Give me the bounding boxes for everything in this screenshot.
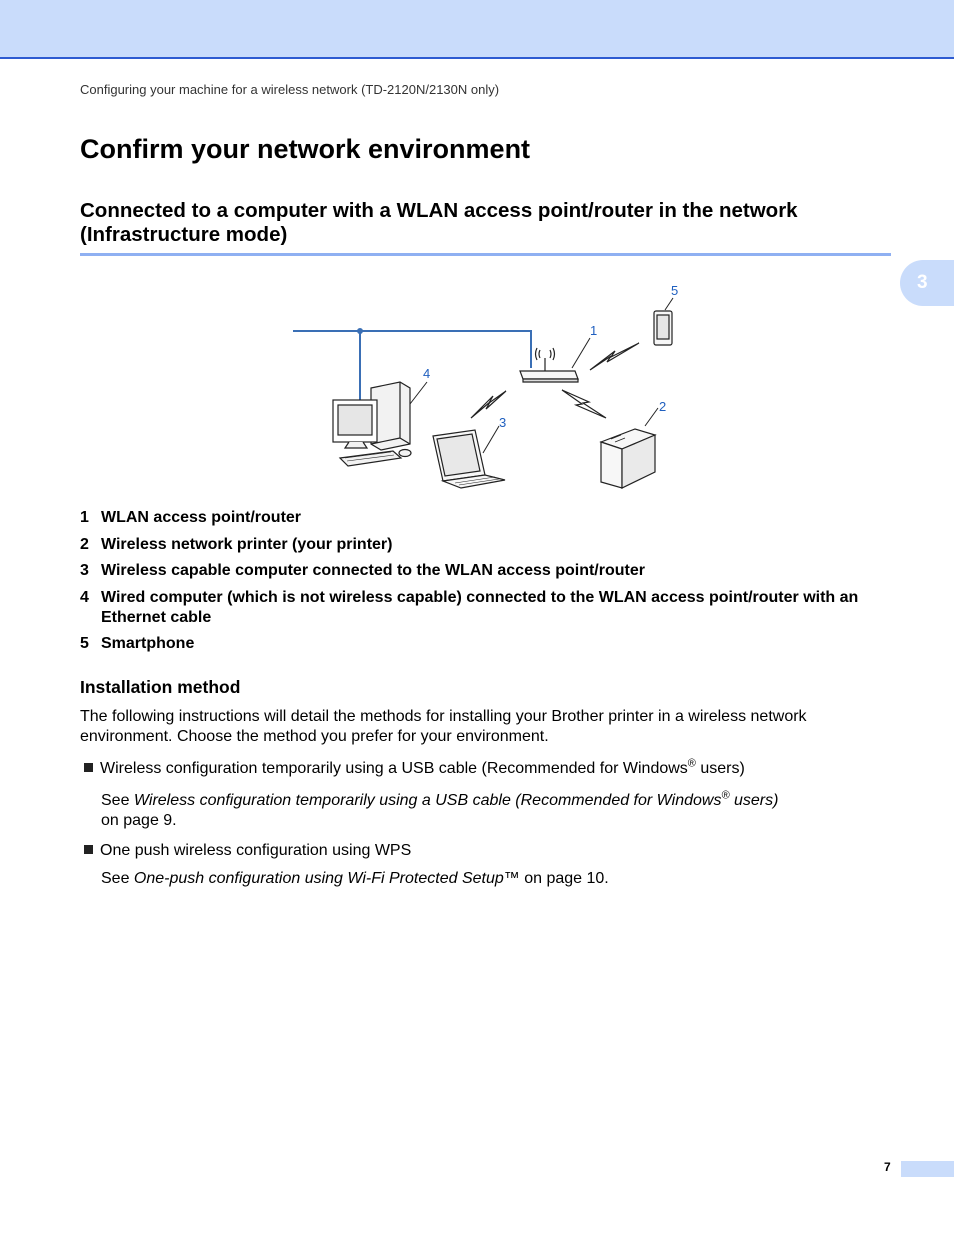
running-head: Configuring your machine for a wireless network (TD-2120N/2130N only) xyxy=(80,82,500,97)
see-prefix: See xyxy=(101,870,134,887)
section-rule xyxy=(80,253,891,256)
bullet-text: One push wireless configuration using WPS xyxy=(100,842,412,859)
registered-mark: ® xyxy=(687,757,696,770)
section-title-line1: Connected to a computer with a WLAN access point/router in the network xyxy=(80,199,798,222)
footer-band xyxy=(901,1161,954,1177)
callout-2: 2 xyxy=(659,399,667,414)
see-page: on page 9. xyxy=(101,812,177,829)
bullet-square-icon xyxy=(84,763,93,772)
legend-number: 2 xyxy=(80,535,89,553)
section-title-line2: (Infrastructure mode) xyxy=(80,223,288,246)
legend-item xyxy=(80,508,900,528)
callout-4: 4 xyxy=(423,366,431,381)
see-reference-wps xyxy=(101,869,861,889)
page-title: Confirm your network environment xyxy=(80,134,531,164)
bullet-text: Wireless configuration temporarily using a USB cable (Recommended for Windows xyxy=(100,760,688,777)
see-page: on page 10. xyxy=(519,870,609,887)
diagram-legend xyxy=(80,508,900,661)
callout-3: 3 xyxy=(499,415,507,430)
legend-text: WLAN access point/router xyxy=(101,509,302,526)
desktop-computer-icon xyxy=(333,382,411,466)
bullet-usb-setup xyxy=(84,759,745,779)
registered-mark: ® xyxy=(721,789,730,802)
chapter-tab xyxy=(900,260,954,306)
section-title xyxy=(80,199,880,247)
callout-1: 1 xyxy=(590,323,598,338)
cable-junction xyxy=(357,328,363,334)
legend-number: 5 xyxy=(80,635,89,652)
see-reference-usb xyxy=(101,791,861,831)
link-text-end[interactable]: users) xyxy=(729,792,779,809)
installation-intro: The following instructions will detail the methods for installing your Brother printer in a wireless network environment. Choose the method you prefer for your environment. xyxy=(80,708,807,745)
bullet-wps-setup xyxy=(84,841,411,861)
network-diagram xyxy=(285,278,685,493)
see-prefix: See xyxy=(101,792,134,809)
cross-reference-link[interactable]: One-push configuration using Wi-Fi Protected Setup™ xyxy=(133,870,520,887)
link-text[interactable]: Wireless configuration temporarily using a USB cable (Recommended for Windows xyxy=(133,792,722,809)
legend-item xyxy=(80,561,900,581)
legend-number: 1 xyxy=(80,509,89,526)
legend-text: Wired computer (which is not wireless capable) connected to the WLAN access point/router with an Ethernet cable xyxy=(101,588,859,626)
printer-icon xyxy=(601,429,655,488)
legend-item xyxy=(80,588,900,628)
page-number: 7 xyxy=(884,1160,891,1174)
callout-5: 5 xyxy=(671,283,679,298)
smartphone-icon xyxy=(654,311,672,345)
installation-heading: Installation method xyxy=(80,677,241,697)
laptop-icon xyxy=(433,430,505,488)
legend-item xyxy=(80,634,900,654)
bullet-text-end: users) xyxy=(695,760,745,777)
chapter-number: 3 xyxy=(917,272,928,293)
cross-reference-link[interactable] xyxy=(133,789,779,809)
legend-text: Wireless capable computer connected to the WLAN access point/router xyxy=(101,562,645,579)
legend-number: 3 xyxy=(80,562,89,579)
ethernet-cable xyxy=(293,331,531,400)
router-icon xyxy=(520,348,578,382)
legend-item xyxy=(80,535,900,555)
legend-text: Wireless network printer (your printer) xyxy=(101,535,393,553)
legend-number: 4 xyxy=(80,588,89,606)
bullet-square-icon xyxy=(84,845,93,854)
legend-text: Smartphone xyxy=(101,635,195,652)
header-band xyxy=(0,0,954,59)
